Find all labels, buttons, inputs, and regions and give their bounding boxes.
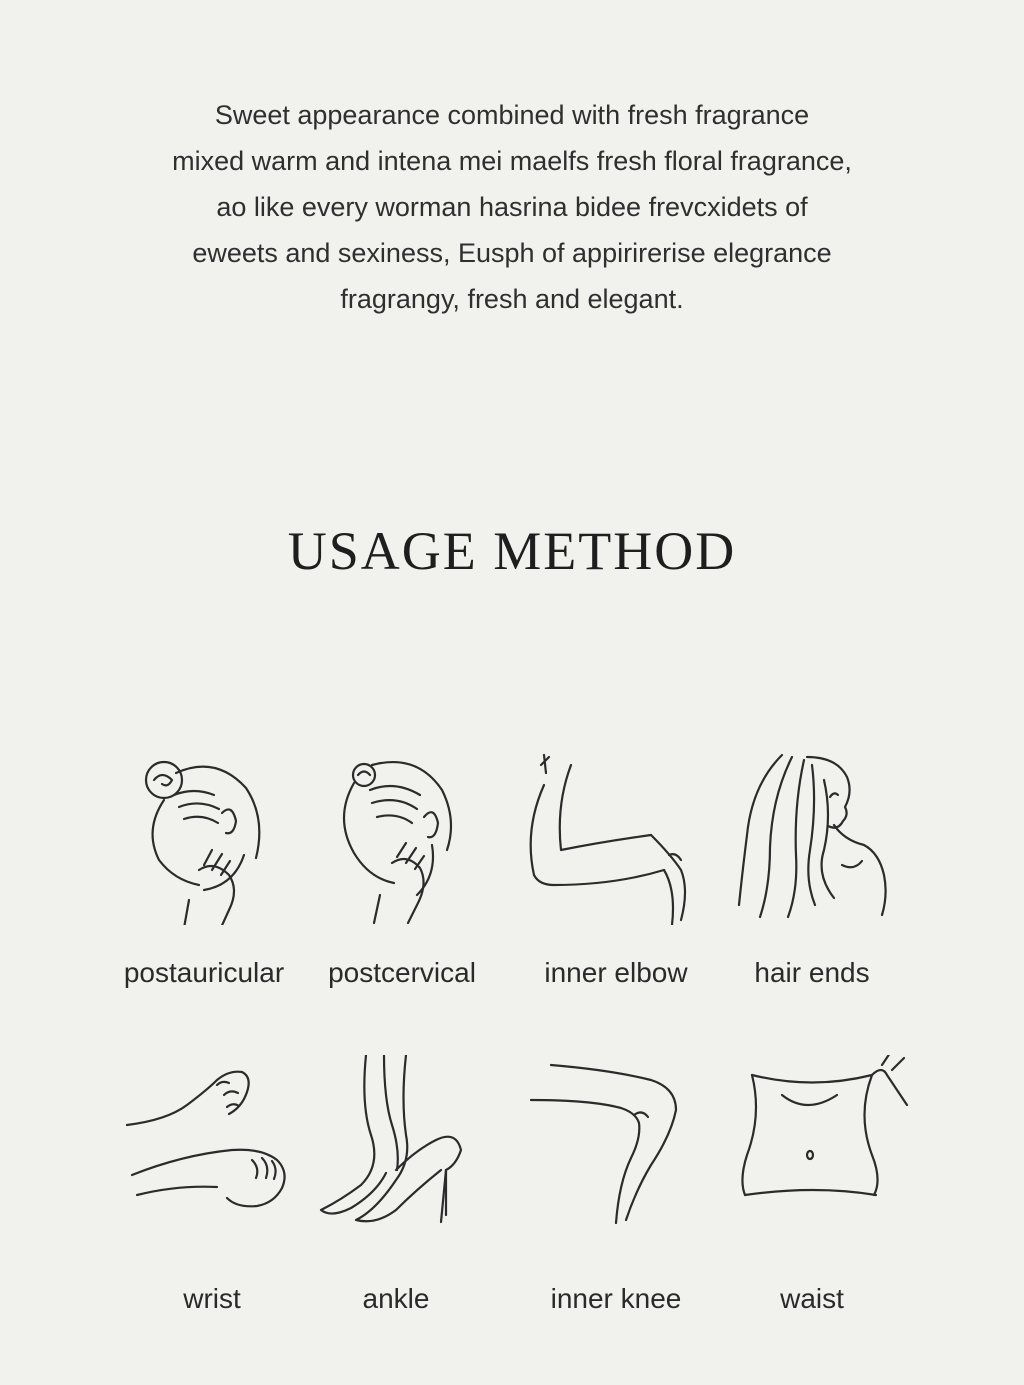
usage-item-ankle [296,1055,496,1314]
intro-line: fragrangy, fresh and elegant. [340,284,684,314]
intro-text [0,92,1024,322]
usage-label: hair ends [754,957,870,988]
hair-ends-icon [712,745,912,925]
usage-label: wrist [183,1283,241,1314]
waist-icon [712,1055,912,1235]
usage-row [0,1055,1024,1385]
intro-line: mixed warm and intena mei maelfs fresh floral fragrance, [172,146,852,176]
usage-item-wrist [112,1055,312,1314]
wrist-icon [112,1055,312,1235]
usage-label: ankle [362,1283,430,1314]
inner-elbow-icon [516,745,716,925]
postauricular-icon [104,745,304,925]
usage-item-postcervical [302,745,502,988]
usage-row [0,745,1024,1055]
ankle-icon [296,1055,496,1235]
usage-item-postauricular [104,745,304,988]
usage-item-waist [712,1055,912,1314]
usage-method-title: USAGE METHOD [287,521,737,581]
intro-line: Sweet appearance combined with fresh fragrance [214,100,810,130]
usage-label: postcervical [328,957,476,988]
usage-item-inner-elbow [516,745,716,988]
inner-knee-icon [516,1055,716,1235]
usage-label: waist [780,1283,844,1314]
usage-label: postauricular [123,957,285,988]
usage-item-hair-ends [712,745,912,988]
intro-line: ao like every worman hasrina bidee frevcxidets of [216,192,808,222]
usage-item-inner-knee [516,1055,716,1314]
usage-grid [0,745,1024,1385]
intro-line: eweets and sexiness, Eusph of appirirerise elegrance [192,238,832,268]
usage-label: inner knee [550,1283,682,1314]
usage-label: inner elbow [544,957,688,988]
postcervical-icon [302,745,502,925]
